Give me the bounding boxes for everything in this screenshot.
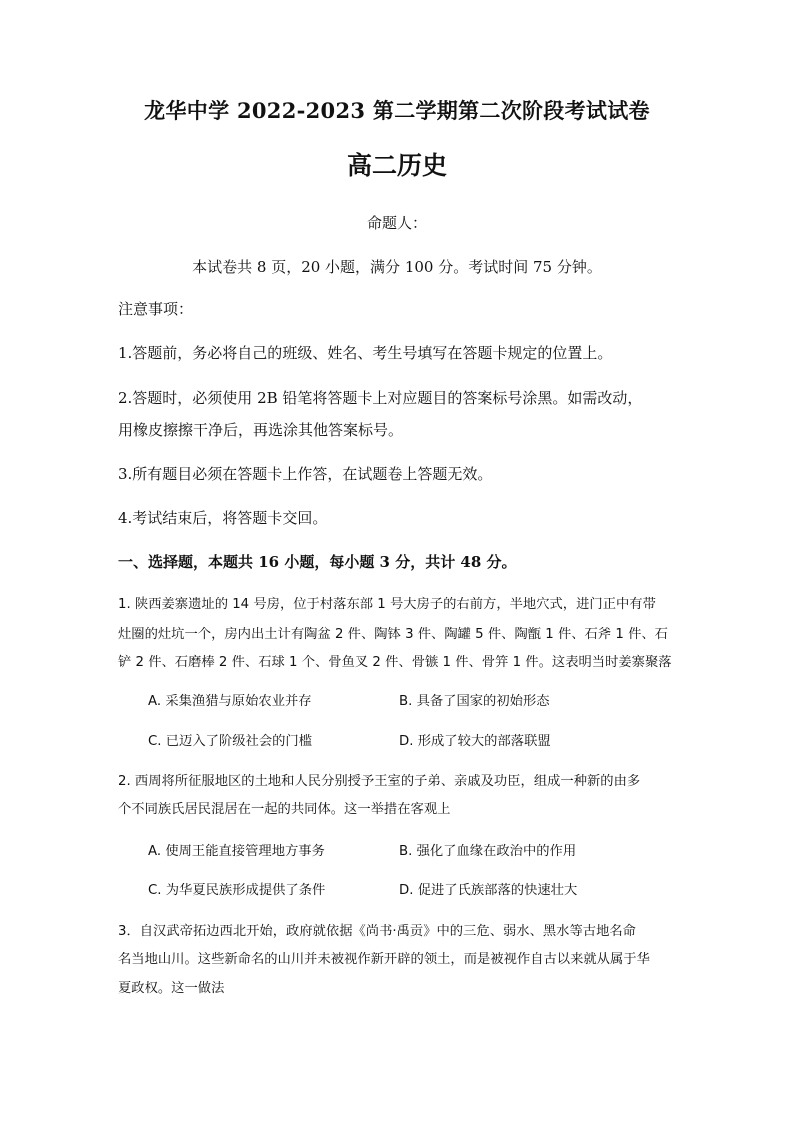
setter-label: 命题人： — [366, 214, 427, 232]
question-2-option-d[interactable]: D. 促进了氏族部落的快速壮大 — [399, 883, 578, 898]
question-3-line: 名当地山川。这些新命名的山川并未被视作新开辟的领土，而是被视作自古以来就从属于华 — [118, 952, 650, 967]
question-3-line: 3．自汉武帝拓边西北开始，政府就依据《尚书·禹贡》中的三危、弱水、黑水等古地名命 — [118, 924, 636, 939]
question-1-option-a[interactable]: A. 采集渔猎与原始农业并存 — [148, 694, 312, 709]
subject-title: 高二历史 — [346, 151, 447, 180]
exam-intro: 本试卷共 8 页，20 小题，满分 100 分。考试时间 75 分钟。 — [192, 258, 602, 276]
question-3-line: 夏政权。这一做法 — [118, 981, 225, 996]
note-item: 用橡皮擦擦干净后，再选涂其他答案标号。 — [118, 421, 404, 439]
question-2-line: 2. 西周将所征服地区的土地和人民分别授予王室的子弟、亲戚及功臣，组成一种新的由多 — [118, 774, 641, 789]
note-item: 1.答题前，务必将自己的班级、姓名、考生号填写在答题卡规定的位置上。 — [118, 344, 613, 362]
question-1-line: 铲 2 件、石磨棒 2 件、石球 1 个、骨鱼叉 2 件、骨镞 1 件、骨笄 1 件。这表明当时姜寨聚落 — [118, 655, 672, 670]
question-1-option-b[interactable]: B. 具备了国家的初始形态 — [399, 694, 550, 709]
exam-title: 龙华中学 2022-2023 第二学期第二次阶段考试试卷 — [144, 98, 650, 123]
question-2-option-a[interactable]: A. 使周王能直接管理地方事务 — [148, 844, 325, 859]
note-item: 2.答题时，必须使用 2B 铅笔将答题卡上对应题目的答案标号涂黑。如需改动， — [118, 389, 643, 407]
question-1-option-d[interactable]: D. 形成了较大的部落联盟 — [399, 734, 551, 749]
question-2-option-c[interactable]: C. 为华夏民族形成提供了条件 — [148, 883, 326, 898]
section-heading: 一、选择题，本题共 16 小题，每小题 3 分，共计 48 分。 — [118, 553, 517, 571]
note-item: 4.考试结束后，将答题卡交回。 — [118, 509, 328, 527]
notes-heading: 注意事项： — [118, 300, 194, 318]
question-1-line: 灶圈的灶坑一个，房内出土计有陶盆 2 件、陶钵 3 件、陶罐 5 件、陶甑 1 件、石斧 1 件、石 — [118, 627, 668, 642]
question-2-line: 个不同族氏居民混居在一起的共同体。这一举措在客观上 — [118, 802, 451, 817]
question-1-line: 1. 陕西姜寨遗址的 14 号房，位于村落东部 1 号大房子的右前方，半地穴式，进门正中有带 — [118, 597, 656, 612]
question-2-option-b[interactable]: B. 强化了血缘在政治中的作用 — [399, 844, 577, 859]
question-1-option-c[interactable]: C. 已迈入了阶级社会的门槛 — [148, 734, 313, 749]
note-item: 3.所有题目必须在答题卡上作答，在试题卷上答题无效。 — [118, 465, 493, 483]
